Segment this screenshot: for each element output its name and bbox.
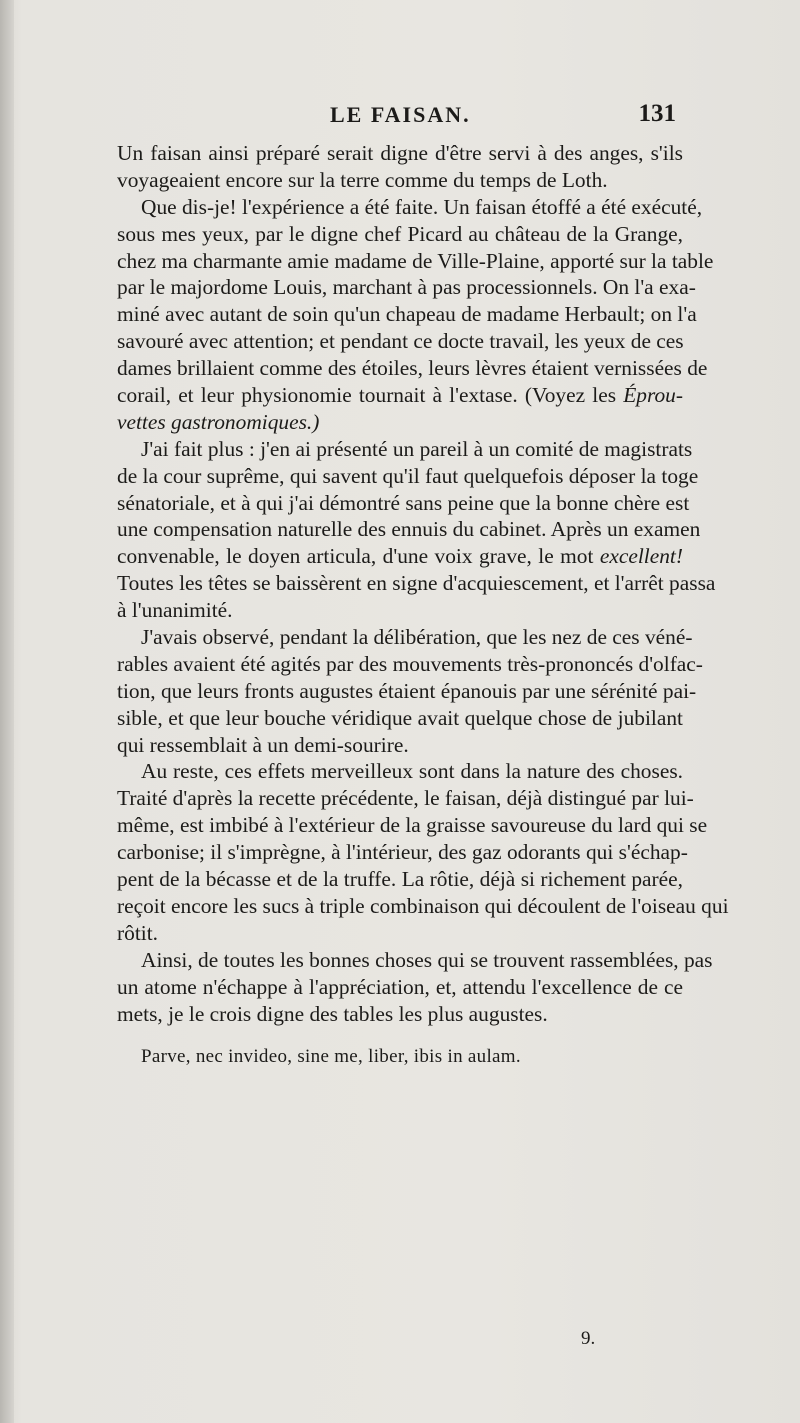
italic-title: vettes gastronomiques.) bbox=[117, 409, 320, 434]
text-line: Que dis-je! l'expérience a été faite. Un faisan étoffé a été exécuté, bbox=[141, 194, 703, 219]
text-line bbox=[117, 382, 683, 409]
text-line: dames brillaient comme des étoiles, leurs lèvres étaient vernissées de bbox=[117, 356, 708, 381]
text-line: sible, et que leur bouche véridique avait quelque chose de jubilant bbox=[117, 705, 683, 730]
text-line: une compensation naturelle des ennuis du cabinet. Après un examen bbox=[117, 517, 701, 542]
text-line: miné avec autant de soin qu'un chapeau de madame Herbault; on l'a bbox=[117, 302, 697, 327]
text-line: pent de la bécasse et de la truffe. La rôtie, déjà si richement parée, bbox=[117, 867, 683, 892]
text-line: J'avais observé, pendant la délibération, que les nez de ces véné- bbox=[141, 625, 693, 650]
text-line: Un faisan ainsi préparé serait digne d'être servi à des anges, s'ils bbox=[117, 141, 683, 165]
text-line: Traité d'après la recette précédente, le faisan, déjà distingué par lui- bbox=[117, 786, 694, 811]
body-text bbox=[117, 140, 729, 1027]
running-title: LE FAISAN. bbox=[330, 102, 471, 127]
text-line: de la cour suprême, qui savent qu'il faut quelquefois déposer la toge bbox=[117, 463, 699, 488]
italic-title: Éprou- bbox=[623, 383, 683, 408]
text-line: savouré avec attention; et pendant ce docte travail, les yeux de ces bbox=[117, 329, 684, 354]
text-line: Ainsi, de toutes les bonnes choses qui se trouvent rassemblées, pas bbox=[141, 947, 713, 972]
text-line: à l'unanimité. bbox=[117, 598, 233, 623]
text-line: qui ressemblait à un demi-sourire. bbox=[117, 732, 409, 757]
page-gutter bbox=[0, 0, 14, 1423]
text-line: reçoit encore les sucs à triple combinaison qui découlent de l'oiseau qui bbox=[117, 893, 729, 918]
text-line: par le majordome Louis, marchant à pas processionnels. On l'a exa- bbox=[117, 275, 696, 300]
text-line: voyageaient encore sur la terre comme du temps de Loth. bbox=[117, 167, 608, 192]
latin-quote: Parve, nec invideo, sine me, liber, ibis in aulam. bbox=[141, 1046, 521, 1067]
text-line: rables avaient été agités par des mouvements très-prononcés d'olfac- bbox=[117, 651, 703, 676]
text-line: J'ai fait plus : j'en ai présenté un pareil à un comité de magistrats bbox=[141, 436, 693, 461]
italic-word: excellent! bbox=[599, 544, 683, 569]
text-line: tion, que leurs fronts augustes étaient épanouis par une sérénité pai- bbox=[117, 678, 697, 703]
text-line: mets, je le crois digne des tables les plus augustes. bbox=[117, 1001, 548, 1026]
text-line: Toutes les têtes se baissèrent en signe d'acquiescement, et l'arrêt passa bbox=[117, 571, 716, 596]
text-line: même, est imbibé à l'extérieur de la graisse savoureuse du lard qui se bbox=[117, 813, 708, 838]
text-fragment: corail, et leur physionomie tournait à l'extase. (Voyez les bbox=[117, 383, 624, 408]
text-line: Au reste, ces effets merveilleux sont dans la nature des choses. bbox=[141, 759, 683, 784]
text-line bbox=[117, 409, 683, 436]
text-line: chez ma charmante amie madame de Ville-Plaine, apporté sur la table bbox=[117, 248, 714, 273]
text-line: sous mes yeux, par le digne chef Picard au château de la Grange, bbox=[117, 221, 683, 246]
text-line: carbonise; il s'imprègne, à l'intérieur, des gaz odorants qui s'échap- bbox=[117, 840, 688, 865]
page-number: 131 bbox=[638, 100, 676, 127]
text-line: un atome n'échappe à l'appréciation, et, attendu l'excellence de ce bbox=[117, 974, 683, 999]
signature-mark: 9. bbox=[581, 1328, 596, 1349]
text-line: rôtit. bbox=[117, 920, 158, 945]
page-header bbox=[0, 100, 800, 130]
text-line: sénatoriale, et à qui j'ai démontré sans peine que la bonne chère est bbox=[117, 490, 690, 515]
text-line bbox=[117, 543, 683, 570]
text-fragment: convenable, le doyen articula, d'une voix grave, le mot bbox=[117, 544, 600, 569]
